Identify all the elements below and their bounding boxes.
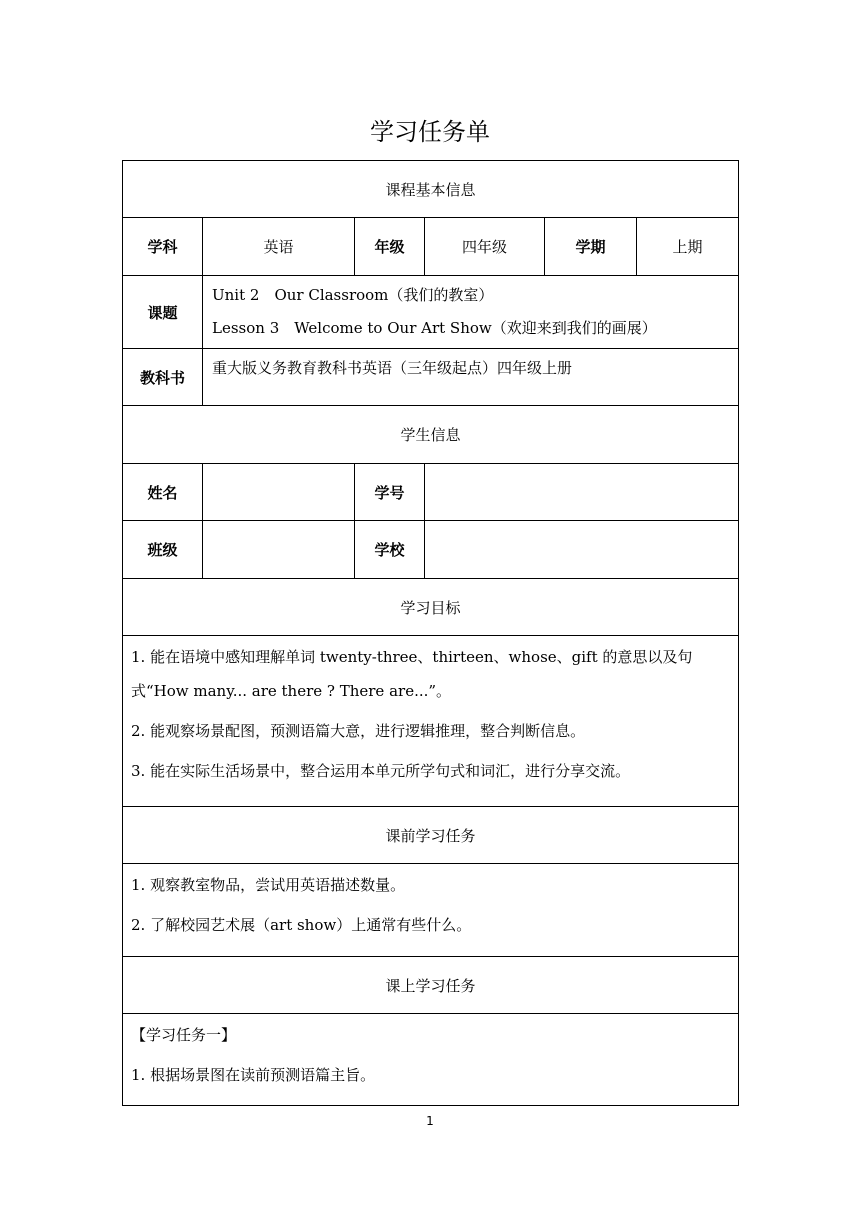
in-class-list bbox=[123, 1014, 739, 1106]
name-id-row bbox=[123, 464, 739, 521]
in-class-item: 1. 根据场景图在读前预测语篇主旨。 bbox=[131, 1066, 376, 1084]
subject-value: 英语 bbox=[203, 218, 355, 276]
objectives-list bbox=[123, 636, 739, 807]
topic-unit-line: Unit 2 Our Classroom（我们的教室） bbox=[212, 286, 494, 304]
topic-lesson-line: Lesson 3 Welcome to Our Art Show（欢迎来到我们的画展） bbox=[212, 319, 657, 337]
page-number: 1 bbox=[426, 1114, 434, 1128]
in-class-row bbox=[123, 1014, 739, 1106]
pre-class-header-row bbox=[123, 807, 739, 864]
student-id-field[interactable] bbox=[425, 464, 739, 521]
pre-class-header: 课前学习任务 bbox=[123, 807, 739, 864]
topic-row bbox=[123, 276, 739, 349]
in-class-header: 课上学习任务 bbox=[123, 957, 739, 1014]
subject-label: 学科 bbox=[123, 218, 203, 276]
pre-class-list bbox=[123, 864, 739, 957]
objective-item: 1. 能在语境中感知理解单词 twenty-three、thirteen、whose、gift 的意思以及句式“How many... are there ? There are...”。 bbox=[131, 648, 693, 700]
class-field[interactable] bbox=[203, 521, 355, 579]
textbook-label: 教科书 bbox=[123, 349, 203, 406]
pre-class-row bbox=[123, 864, 739, 957]
term-label: 学期 bbox=[545, 218, 637, 276]
in-class-header-row bbox=[123, 957, 739, 1014]
task-sheet-table bbox=[122, 160, 739, 1106]
textbook-row bbox=[123, 349, 739, 406]
student-id-label: 学号 bbox=[355, 464, 425, 521]
textbook-text: 重大版义务教育教科书英语（三年级起点）四年级上册 bbox=[212, 359, 573, 377]
name-label: 姓名 bbox=[123, 464, 203, 521]
term-value: 上期 bbox=[637, 218, 739, 276]
objective-item: 3. 能在实际生活场景中，整合运用本单元所学句式和词汇，进行分享交流。 bbox=[131, 762, 631, 780]
pre-class-item: 1. 观察教室物品，尝试用英语描述数量。 bbox=[131, 876, 406, 894]
topic-label: 课题 bbox=[123, 276, 203, 349]
objectives-header-row bbox=[123, 579, 739, 636]
student-info-header-row bbox=[123, 406, 739, 464]
student-info-header: 学生信息 bbox=[123, 406, 739, 464]
name-field[interactable] bbox=[203, 464, 355, 521]
topic-value bbox=[203, 276, 739, 349]
task-one-title: 【学习任务一】 bbox=[131, 1026, 237, 1044]
objectives-header: 学习目标 bbox=[123, 579, 739, 636]
subject-grade-term-row bbox=[123, 218, 739, 276]
course-info-header-row bbox=[123, 161, 739, 218]
grade-value: 四年级 bbox=[425, 218, 545, 276]
school-label: 学校 bbox=[355, 521, 425, 579]
grade-label: 年级 bbox=[355, 218, 425, 276]
objective-item: 2. 能观察场景配图，预测语篇大意，进行逻辑推理，整合判断信息。 bbox=[131, 722, 586, 740]
class-school-row bbox=[123, 521, 739, 579]
textbook-value bbox=[203, 349, 739, 406]
class-label: 班级 bbox=[123, 521, 203, 579]
course-info-header: 课程基本信息 bbox=[123, 161, 739, 218]
school-field[interactable] bbox=[425, 521, 739, 579]
objectives-row bbox=[123, 636, 739, 807]
pre-class-item: 2. 了解校园艺术展（art show）上通常有些什么。 bbox=[131, 916, 472, 934]
page-title: 学习任务单 bbox=[370, 118, 490, 146]
